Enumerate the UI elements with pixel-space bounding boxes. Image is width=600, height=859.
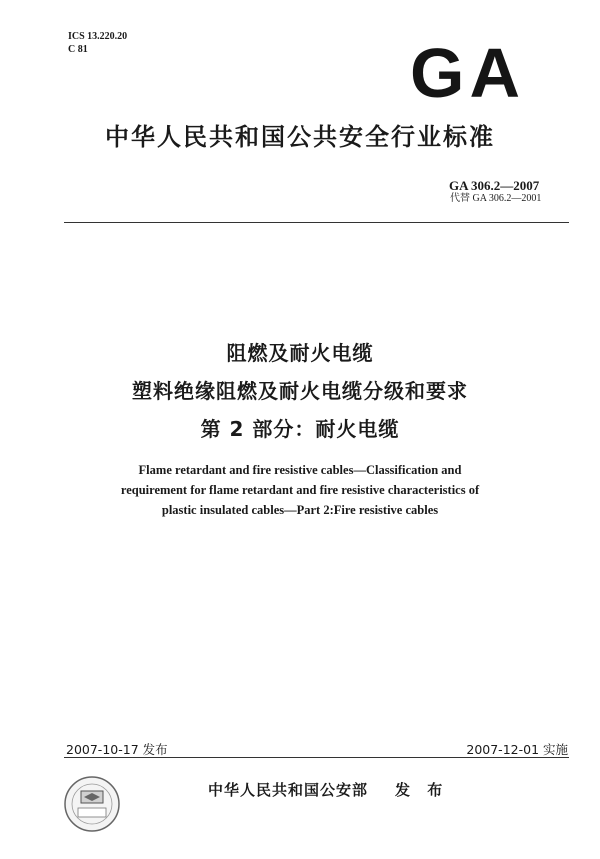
footer-divider: [64, 757, 569, 758]
anti-counterfeit-seal-icon: [62, 774, 122, 834]
ga-logo: GA: [410, 34, 525, 112]
cn-title-line-1: 阻燃及耐火电缆: [226, 341, 374, 365]
en-title-line-1: Flame retardant and fire resistive cables—Classification and: [138, 463, 462, 477]
classification-codes: [68, 30, 127, 56]
ics-code: ICS 13.220.20: [68, 31, 128, 42]
replaced-standard: 代替 GA 306.2—2001: [450, 193, 542, 204]
standard-number: GA 306.2—2007: [449, 178, 540, 193]
issuing-authority: 中华人民共和国公安部: [208, 781, 369, 799]
header-divider: [64, 222, 569, 223]
en-title: [90, 460, 510, 520]
standard-category-title: 中华人民共和国公共安全行业标准: [105, 123, 495, 151]
cn-title-line-3: 第 2 部分：耐火电缆: [200, 417, 400, 441]
implementation-date: 2007-12-01 实施: [466, 742, 568, 757]
en-title-line-3: plastic insulated cables—Part 2:Fire resistive cables: [161, 503, 439, 517]
cn-title-line-2: 塑料绝缘阻燃及耐火电缆分级和要求: [132, 379, 468, 403]
issue-date: 2007-10-17 发布: [66, 742, 168, 757]
issue-label: 发 布: [395, 781, 449, 799]
ccs-code: C 81: [68, 44, 88, 55]
en-title-line-2: requirement for flame retardant and fire resistive characteristics of: [120, 483, 480, 497]
